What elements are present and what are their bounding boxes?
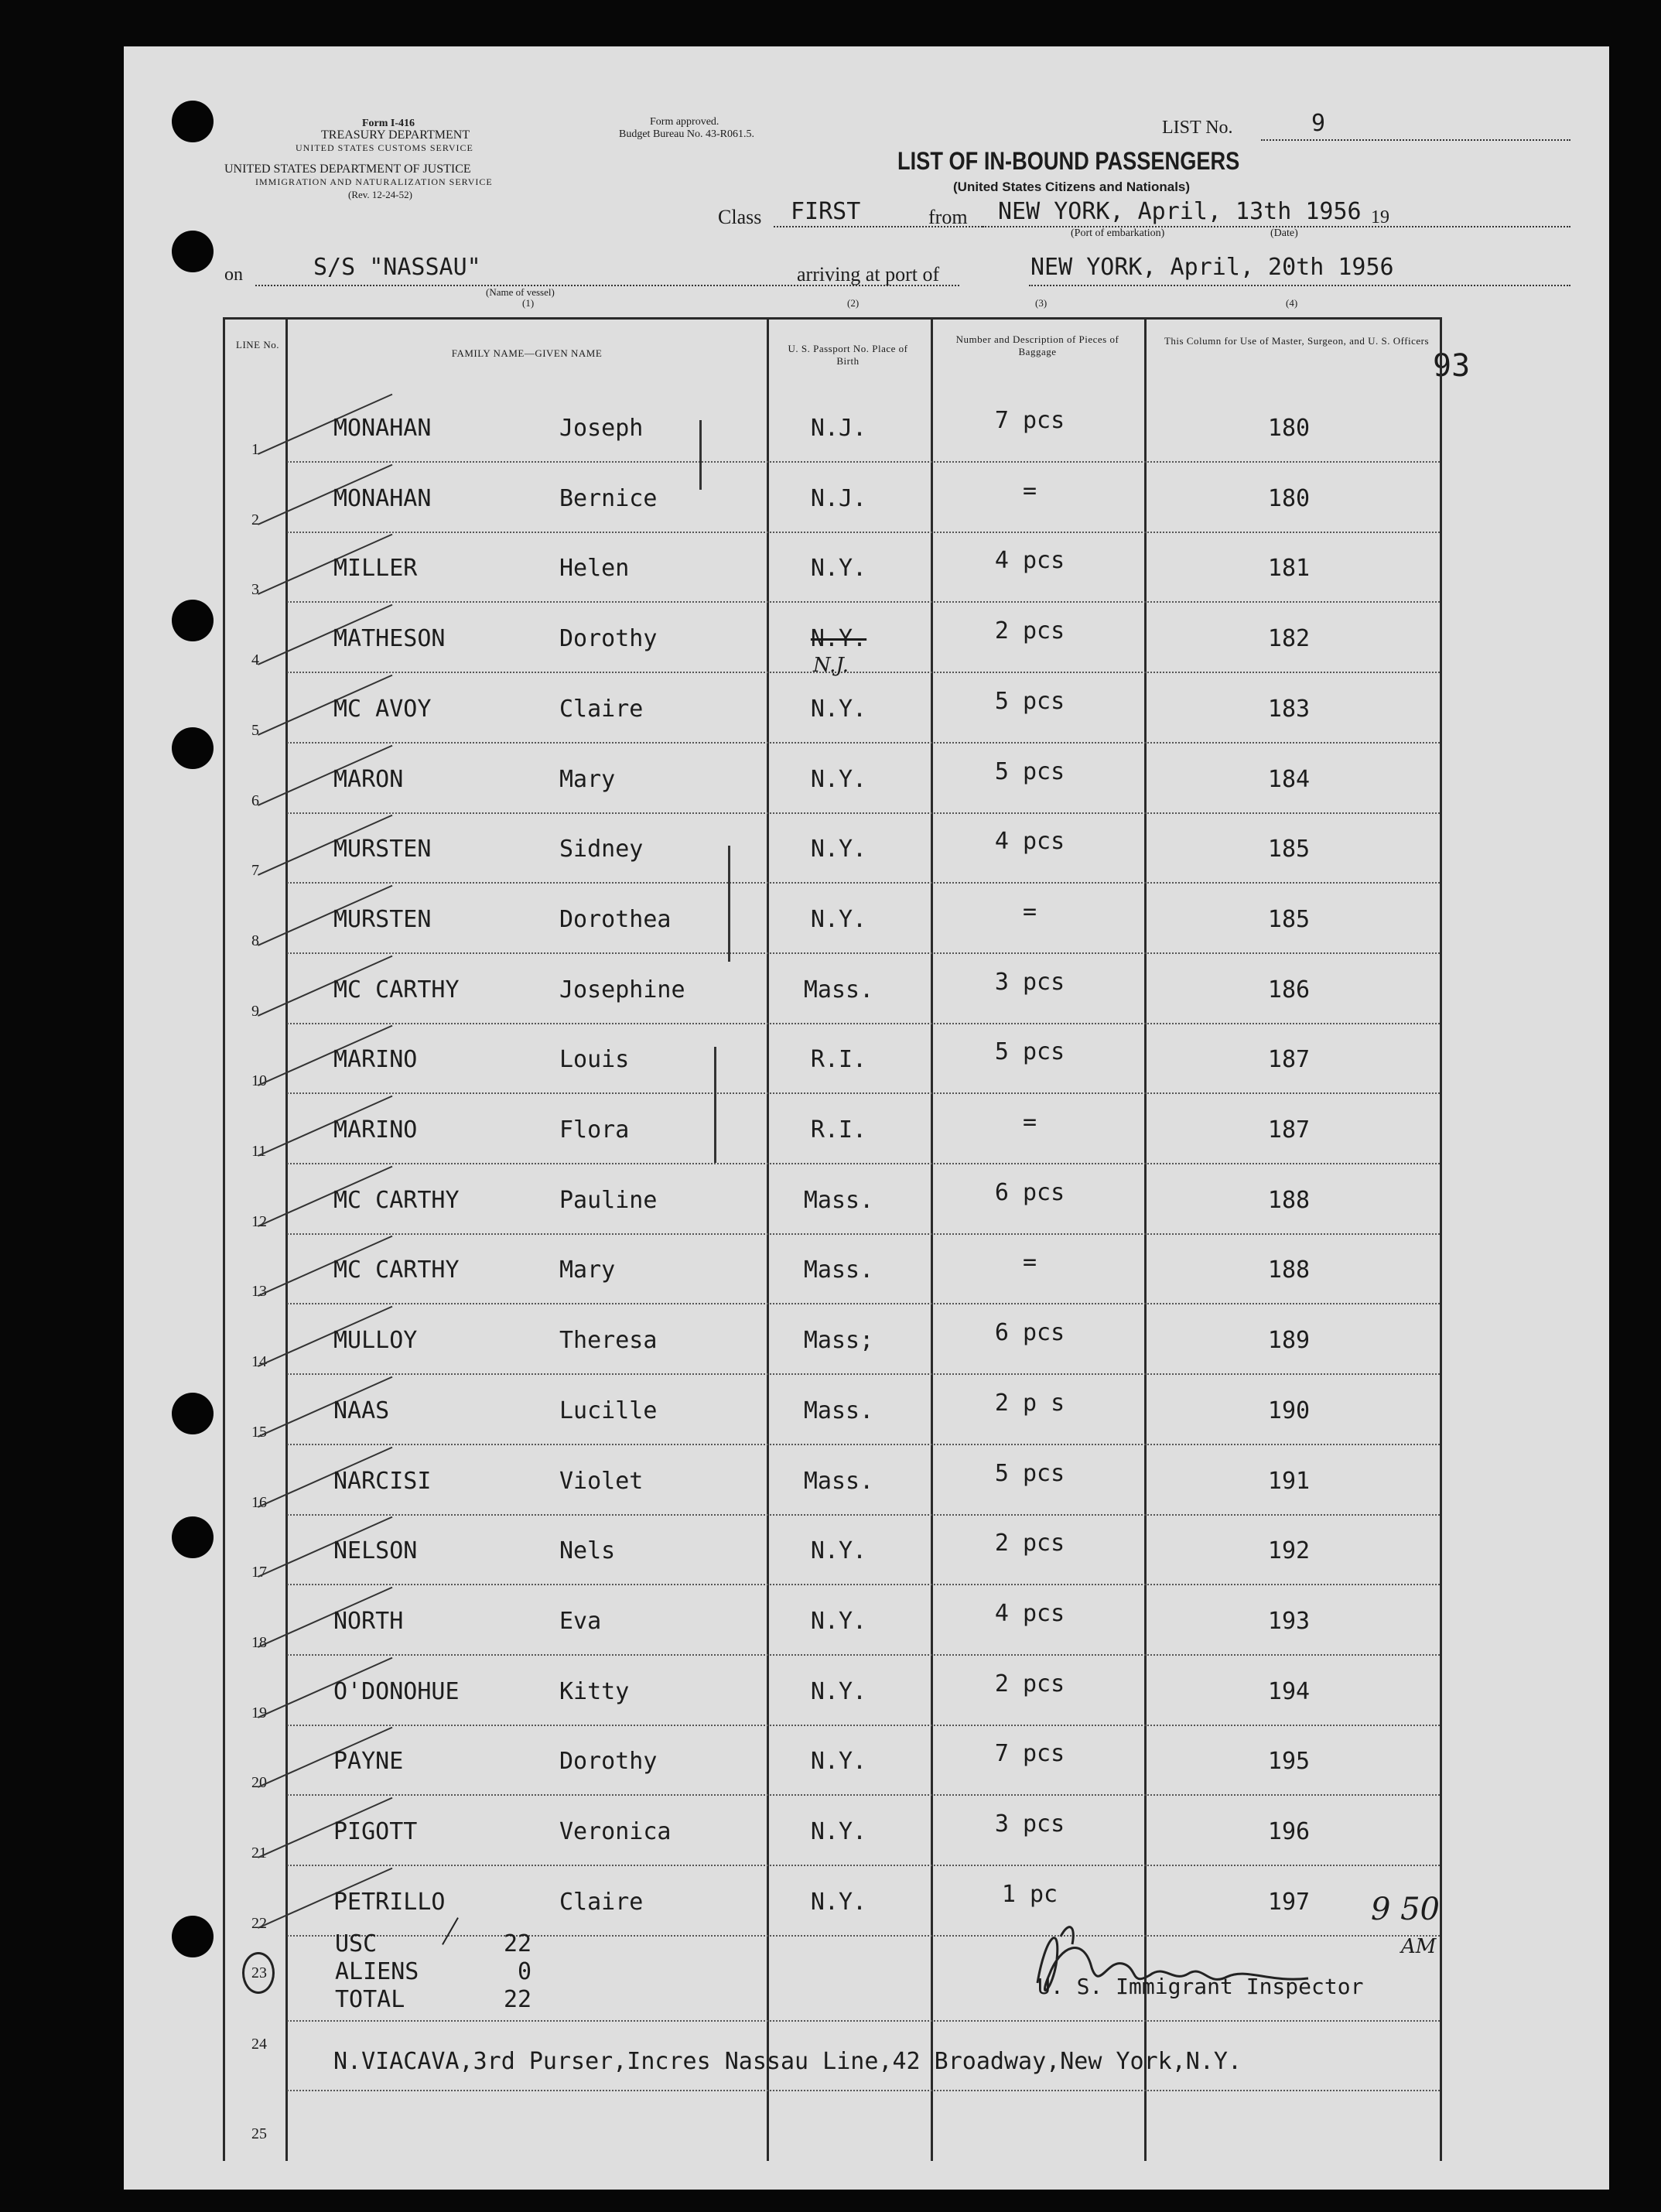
table-row [225, 1095, 1440, 1164]
arrival-value: NEW YORK, April, 20th 1956 [1030, 254, 1394, 281]
table-row [225, 674, 1440, 744]
table-row [225, 1235, 1440, 1304]
family-name: NAAS [333, 1397, 390, 1424]
place-of-birth: N.Y. [810, 1678, 867, 1705]
officer-number: 187 [1267, 1116, 1311, 1144]
officer-number: 181 [1267, 555, 1311, 582]
table-row [225, 463, 1440, 533]
treasury-department: TREASURY DEPARTMENT [321, 128, 470, 142]
officer-number: 183 [1267, 696, 1311, 723]
line-number: 23 [251, 1964, 267, 1981]
list-no-label: LIST No. [1162, 118, 1233, 138]
place-of-birth: N.J. [810, 415, 867, 442]
table-row [225, 533, 1440, 603]
table-row [225, 1165, 1440, 1235]
officer-number: 188 [1267, 1256, 1311, 1284]
family-name: O'DONOHUE [333, 1678, 460, 1705]
given-name: Pauline [559, 1187, 658, 1214]
family-name: MATHESON [333, 625, 446, 652]
row-separator [287, 461, 1440, 463]
table-row [225, 814, 1440, 884]
aliens-label: ALIENS [335, 1958, 419, 1985]
row-separator [287, 1654, 1440, 1656]
row-separator [287, 2090, 1440, 2091]
row-separator [287, 1865, 1440, 1866]
budget-bureau: Budget Bureau No. 43-R061.5. [619, 128, 754, 140]
line-number: 1 [251, 441, 259, 458]
line-number: 11 [251, 1143, 267, 1160]
place-of-birth: Mass. [803, 1256, 874, 1284]
baggage: 5 pcs [994, 688, 1065, 715]
officer-number: 192 [1267, 1537, 1311, 1564]
family-name: PIGOTT [333, 1818, 418, 1845]
officer-number: 195 [1267, 1748, 1311, 1775]
place-of-birth: N.Y. [810, 836, 867, 863]
family-name: MONAHAN [333, 485, 432, 512]
binder-hole [172, 1916, 214, 1957]
col-num-4: (4) [1286, 297, 1298, 309]
officer-number: 196 [1267, 1818, 1311, 1845]
place-of-birth: Mass; [803, 1327, 874, 1354]
col-header-baggage: Number and Description of Pieces of Baggage [955, 333, 1119, 357]
col-header-line: LINE No. [236, 339, 279, 350]
ins-service: IMMIGRATION AND NATURALIZATION SERVICE [255, 176, 493, 187]
line-number: 3 [251, 581, 259, 598]
table-row [225, 1305, 1440, 1375]
place-of-birth: N.J. [810, 485, 867, 512]
baggage: 3 pcs [994, 1810, 1065, 1838]
line-number: 2 [251, 511, 259, 528]
line-number: 12 [251, 1213, 267, 1230]
arrival-line [1029, 285, 1570, 286]
binder-hole [172, 101, 214, 142]
table-row [225, 1726, 1440, 1796]
place-of-birth: N.Y. [810, 625, 867, 652]
family-name: MC CARTHY [333, 976, 460, 1003]
given-name: Joseph [559, 415, 644, 442]
baggage: 7 pcs [994, 1740, 1065, 1767]
col-num-3: (3) [1035, 297, 1048, 309]
inspector-caption: U. S. Immigrant Inspector [1037, 1974, 1364, 1999]
place-of-birth: Mass. [803, 1187, 874, 1214]
officer-number: 194 [1267, 1678, 1311, 1705]
family-name: MILLER [333, 555, 418, 582]
place-of-birth: N.Y. [810, 906, 867, 933]
date-caption: (Date) [1270, 227, 1298, 239]
table-row [225, 1586, 1440, 1656]
aliens-value: 0 [518, 1958, 532, 1985]
given-name: Claire [559, 696, 644, 723]
officer-number: 185 [1267, 906, 1311, 933]
baggage: 4 pcs [994, 1600, 1065, 1627]
given-name: Sidney [559, 836, 644, 863]
baggage: 6 pcs [994, 1179, 1065, 1206]
line-number: 25 [251, 2125, 267, 2142]
circle-mark [242, 1952, 275, 1994]
from-value: NEW YORK, April, 13th 1956 [998, 198, 1362, 225]
given-name: Dorothea [559, 906, 672, 933]
place-of-birth: R.I. [810, 1046, 867, 1073]
row-separator [287, 952, 1440, 954]
line-number: 7 [251, 862, 259, 879]
table-row [225, 955, 1440, 1024]
family-name: MONAHAN [333, 415, 432, 442]
on-label: on [224, 265, 243, 285]
officer-number: 185 [1267, 836, 1311, 863]
baggage: = [1022, 477, 1037, 504]
table-row [225, 884, 1440, 954]
passenger-table [223, 317, 1442, 2161]
baggage: = [1022, 898, 1037, 925]
binder-hole [172, 600, 214, 641]
table-row [225, 393, 1440, 463]
baggage: 6 pcs [994, 1319, 1065, 1346]
baggage: 2 p s [994, 1390, 1065, 1417]
total-label: TOTAL [335, 1986, 405, 2013]
row-separator [287, 2020, 1440, 2022]
family-brace [699, 420, 702, 490]
department-of-justice: UNITED STATES DEPARTMENT OF JUSTICE [224, 162, 471, 176]
baggage: 4 pcs [994, 547, 1065, 574]
port-embark-caption: (Port of embarkation) [1071, 227, 1165, 239]
row-separator [287, 1444, 1440, 1445]
from-label: from [928, 206, 968, 228]
baggage: 5 pcs [994, 1038, 1065, 1065]
table-row [225, 1516, 1440, 1585]
page-subtitle: (United States Citizens and Nationals) [953, 179, 1191, 194]
total-value: 22 [504, 1986, 532, 2013]
place-of-birth: Mass. [803, 1468, 874, 1495]
place-of-birth: N.Y. [810, 555, 867, 582]
family-name: NORTH [333, 1608, 404, 1635]
family-name: MC CARTHY [333, 1187, 460, 1214]
given-name: Josephine [559, 976, 685, 1003]
place-of-birth: N.Y. [810, 1889, 867, 1916]
place-of-birth: N.Y. [810, 1818, 867, 1845]
row-separator [287, 742, 1440, 744]
baggage: 1 pc [1001, 1881, 1058, 1908]
line-number: 5 [251, 722, 259, 739]
line-number: 14 [251, 1353, 267, 1370]
table-row [225, 1656, 1440, 1726]
family-brace [728, 846, 730, 962]
col-header-name: FAMILY NAME—GIVEN NAME [451, 347, 603, 359]
family-name: PAYNE [333, 1748, 404, 1775]
family-name: PETRILLO [333, 1889, 446, 1916]
given-name: Louis [559, 1046, 630, 1073]
place-of-birth: N.Y. [810, 766, 867, 793]
baggage: = [1022, 1109, 1037, 1136]
officer-number: 182 [1267, 625, 1311, 652]
form-number: Form I-416 [362, 118, 415, 129]
family-name: MARINO [333, 1116, 418, 1144]
form-approved: Form approved. [650, 116, 719, 128]
given-name: Claire [559, 1889, 644, 1916]
inspection-time: 9 50 [1370, 1892, 1440, 1927]
family-name: MURSTEN [333, 906, 432, 933]
officer-number: 188 [1267, 1187, 1311, 1214]
row-separator [287, 1794, 1440, 1796]
class-value: FIRST [791, 198, 861, 225]
col-num-2: (2) [847, 297, 860, 309]
family-name: NELSON [333, 1537, 418, 1564]
line-number: 15 [251, 1424, 267, 1441]
year-prefix: 19 [1371, 207, 1389, 227]
officer-number: 193 [1267, 1608, 1311, 1635]
arriving-label: arriving at port of [797, 263, 940, 285]
place-of-birth: N.Y. [810, 1608, 867, 1635]
family-name: MULLOY [333, 1327, 418, 1354]
purser-line: N.VIACAVA,3rd Purser,Incres Nassau Line,42 Broadway,New York,N.Y. [333, 2048, 1242, 2075]
given-name: Bernice [559, 485, 658, 512]
line-number: 8 [251, 932, 259, 949]
given-name: Theresa [559, 1327, 658, 1354]
line-number: 21 [251, 1844, 267, 1862]
officer-number: 189 [1267, 1327, 1311, 1354]
list-no-line [1261, 139, 1570, 141]
baggage: 5 pcs [994, 1460, 1065, 1487]
officer-number: 186 [1267, 976, 1311, 1003]
baggage: 2 pcs [994, 617, 1065, 644]
baggage: 2 pcs [994, 1530, 1065, 1557]
given-name: Eva [559, 1608, 602, 1635]
given-name: Mary [559, 766, 616, 793]
line-number: 4 [251, 651, 259, 668]
officer-number: 190 [1267, 1397, 1311, 1424]
vessel-caption: (Name of vessel) [486, 286, 555, 298]
place-of-birth: N.Y. [810, 1537, 867, 1564]
officer-number: 184 [1267, 766, 1311, 793]
line-number: 24 [251, 2036, 267, 2053]
given-name: Helen [559, 555, 630, 582]
line-number: 22 [251, 1915, 267, 1932]
family-name: NARCISI [333, 1468, 432, 1495]
binder-hole [172, 1393, 214, 1434]
officer-number: 191 [1267, 1468, 1311, 1495]
table-row [225, 1797, 1440, 1866]
given-name: Dorothy [559, 625, 658, 652]
officer-number: 180 [1267, 415, 1311, 442]
row-separator [287, 1163, 1440, 1164]
given-name: Dorothy [559, 1748, 658, 1775]
vessel-name: S/S "NASSAU" [313, 254, 481, 281]
given-name: Kitty [559, 1678, 630, 1705]
table-row [225, 1024, 1440, 1094]
row-separator [287, 601, 1440, 603]
revision: (Rev. 12-24-52) [348, 189, 412, 200]
officer-number: 187 [1267, 1046, 1311, 1073]
family-name: MURSTEN [333, 836, 432, 863]
line-number: 19 [251, 1704, 267, 1721]
usc-label: USC [335, 1930, 378, 1957]
line-number: 6 [251, 792, 259, 809]
row-separator [287, 1373, 1440, 1375]
binder-hole [172, 231, 214, 272]
col-num-1: (1) [522, 297, 535, 309]
inspection-ampm: AM [1401, 1935, 1437, 1958]
col-header-passport: U. S. Passport No. Place of Birth [788, 343, 908, 367]
line-number: 17 [251, 1564, 267, 1581]
family-brace [714, 1047, 716, 1163]
line-number: 18 [251, 1634, 267, 1651]
given-name: Veronica [559, 1818, 672, 1845]
baggage: = [1022, 1249, 1037, 1276]
row-separator [287, 882, 1440, 884]
list-no-value: 9 [1311, 110, 1326, 137]
baggage: 5 pcs [994, 758, 1065, 785]
col-header-officers: This Column for Use of Master, Surgeon, and U. S. Officers [1164, 335, 1430, 347]
officer-number: 197 [1267, 1889, 1311, 1916]
line-number: 9 [251, 1003, 259, 1020]
row-separator [287, 1092, 1440, 1094]
row-separator [287, 1303, 1440, 1304]
line-number: 20 [251, 1774, 267, 1791]
row-separator [287, 1584, 1440, 1585]
family-name: MARINO [333, 1046, 418, 1073]
binder-hole [172, 1516, 214, 1558]
manifest-sheet [124, 46, 1609, 2190]
family-name: MC AVOY [333, 696, 432, 723]
table-row [225, 1376, 1440, 1445]
place-of-birth: R.I. [810, 1116, 867, 1144]
baggage: 3 pcs [994, 969, 1065, 996]
table-row [225, 744, 1440, 814]
place-of-birth: N.Y. [810, 696, 867, 723]
given-name: Flora [559, 1116, 630, 1144]
officer-number: 180 [1267, 485, 1311, 512]
given-name: Mary [559, 1256, 616, 1284]
binder-hole [172, 727, 214, 769]
given-name: Nels [559, 1537, 616, 1564]
class-label: Class [718, 206, 762, 228]
customs-service: UNITED STATES CUSTOMS SERVICE [296, 142, 473, 153]
place-of-birth: Mass. [803, 1397, 874, 1424]
place-of-birth: Mass. [803, 976, 874, 1003]
usc-value: 22 [504, 1930, 532, 1957]
given-name: Lucille [559, 1397, 658, 1424]
table-row [225, 1446, 1440, 1516]
page-title: LIST OF IN-BOUND PASSENGERS [897, 147, 1240, 175]
given-name: Violet [559, 1468, 644, 1495]
family-name: MC CARTHY [333, 1256, 460, 1284]
baggage: 7 pcs [994, 407, 1065, 434]
birth-correction: N.J. [813, 654, 849, 677]
page-number: 93 [1433, 348, 1471, 384]
baggage: 2 pcs [994, 1670, 1065, 1697]
line-number: 10 [251, 1072, 267, 1089]
line-number: 16 [251, 1494, 267, 1511]
place-of-birth: N.Y. [810, 1748, 867, 1775]
line-number: 13 [251, 1283, 267, 1300]
family-name: MARON [333, 766, 404, 793]
row-separator [287, 672, 1440, 673]
baggage: 4 pcs [994, 828, 1065, 855]
